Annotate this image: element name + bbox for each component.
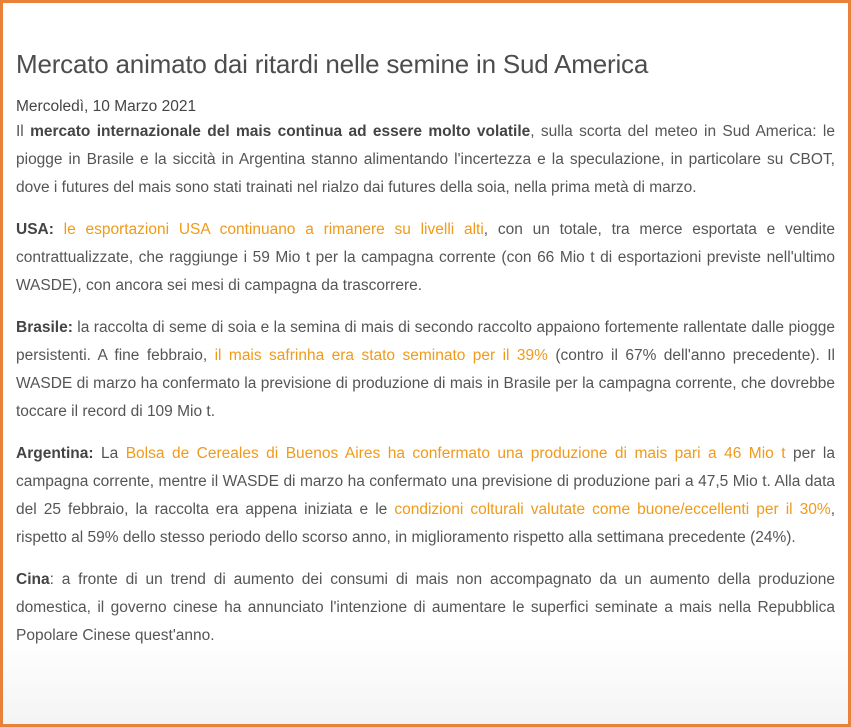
- paragraph-intro: [16, 118, 835, 202]
- paragraph-argentina: [16, 440, 835, 552]
- section-label-cina: Cina: [16, 571, 50, 588]
- paragraph-cina: [16, 566, 835, 650]
- text-span: per la campagna corrente, mentre il WASDE di marzo ha confermato una previsione di produzione pari a 47,5 Mio t. Alla data del 25 febbraio, la raccolta era appena iniziata e le: [16, 445, 835, 518]
- paragraph-usa: [16, 216, 835, 300]
- bold-highlight: mercato internazionale del mais continua ad essere molto volatile: [30, 123, 531, 140]
- text-span: [54, 221, 64, 238]
- link-bolsa-cereales[interactable]: Bolsa de Cereales di Buenos Aires ha confermato una produzione di mais pari a 46 Mio t: [125, 445, 786, 462]
- link-safrinha[interactable]: il mais safrinha era stato seminato per il 39%: [214, 347, 548, 364]
- text-span: La: [93, 445, 126, 462]
- section-label-brasile: Brasile:: [16, 319, 73, 336]
- text-span: , con un totale, tra merce esportata e vendite contrattualizzate, che raggiunge i 59 Mio t per la campagna corrente (con 66 Mio t di esportazioni previste nell'ultimo WASDE), con ancora sei mesi di campagna da trascorrere.: [16, 221, 835, 294]
- article-title: Mercato animato dai ritardi nelle semine in Sud America: [16, 49, 649, 79]
- text-span: la raccolta di seme di soia e la semina di mais di secondo raccolto appaiono fortemente rallentate dalle piogge persistenti. A fine febbraio,: [16, 319, 835, 364]
- text-span: , rispetto al 59% dello stesso periodo dello scorso anno, in miglioramento rispetto alla settimana precedente (24%).: [16, 501, 835, 546]
- link-condizioni-colturali[interactable]: condizioni colturali valutate come buone/eccellenti per il 30%: [394, 501, 831, 518]
- section-label-usa: USA:: [16, 221, 54, 238]
- link-usa-exports[interactable]: le esportazioni USA continuano a rimanere su livelli alti: [63, 221, 484, 238]
- text-span: Il: [16, 123, 31, 140]
- text-span: : a fronte di un trend di aumento dei consumi di mais non accompagnato da un aumento della produzione domestica, il governo cinese ha annunciato l'intenzione di aumentare le superfici seminate a mais nella Repubblica Popolare Cinese quest'anno.: [16, 571, 835, 644]
- text-span: , sulla scorta del meteo in Sud America: le piogge in Brasile e la siccità in Argentina stanno alimentando l'incertezza e la speculazione, in particolare su CBOT, dove i futures del mais sono stati trainati nel rialzo dai futures della soia, nella prima metà di marzo.: [16, 123, 835, 196]
- article-date: Mercoledì, 10 Marzo 2021: [16, 98, 197, 115]
- paragraph-brasile: [16, 314, 835, 426]
- section-label-argentina: Argentina:: [16, 445, 94, 462]
- text-span: (contro il 67% dell'anno precedente). Il WASDE di marzo ha confermato la previsione di produzione di mais in Brasile per la campagna corrente, che dovrebbe toccare il record di 109 Mio t.: [16, 347, 835, 420]
